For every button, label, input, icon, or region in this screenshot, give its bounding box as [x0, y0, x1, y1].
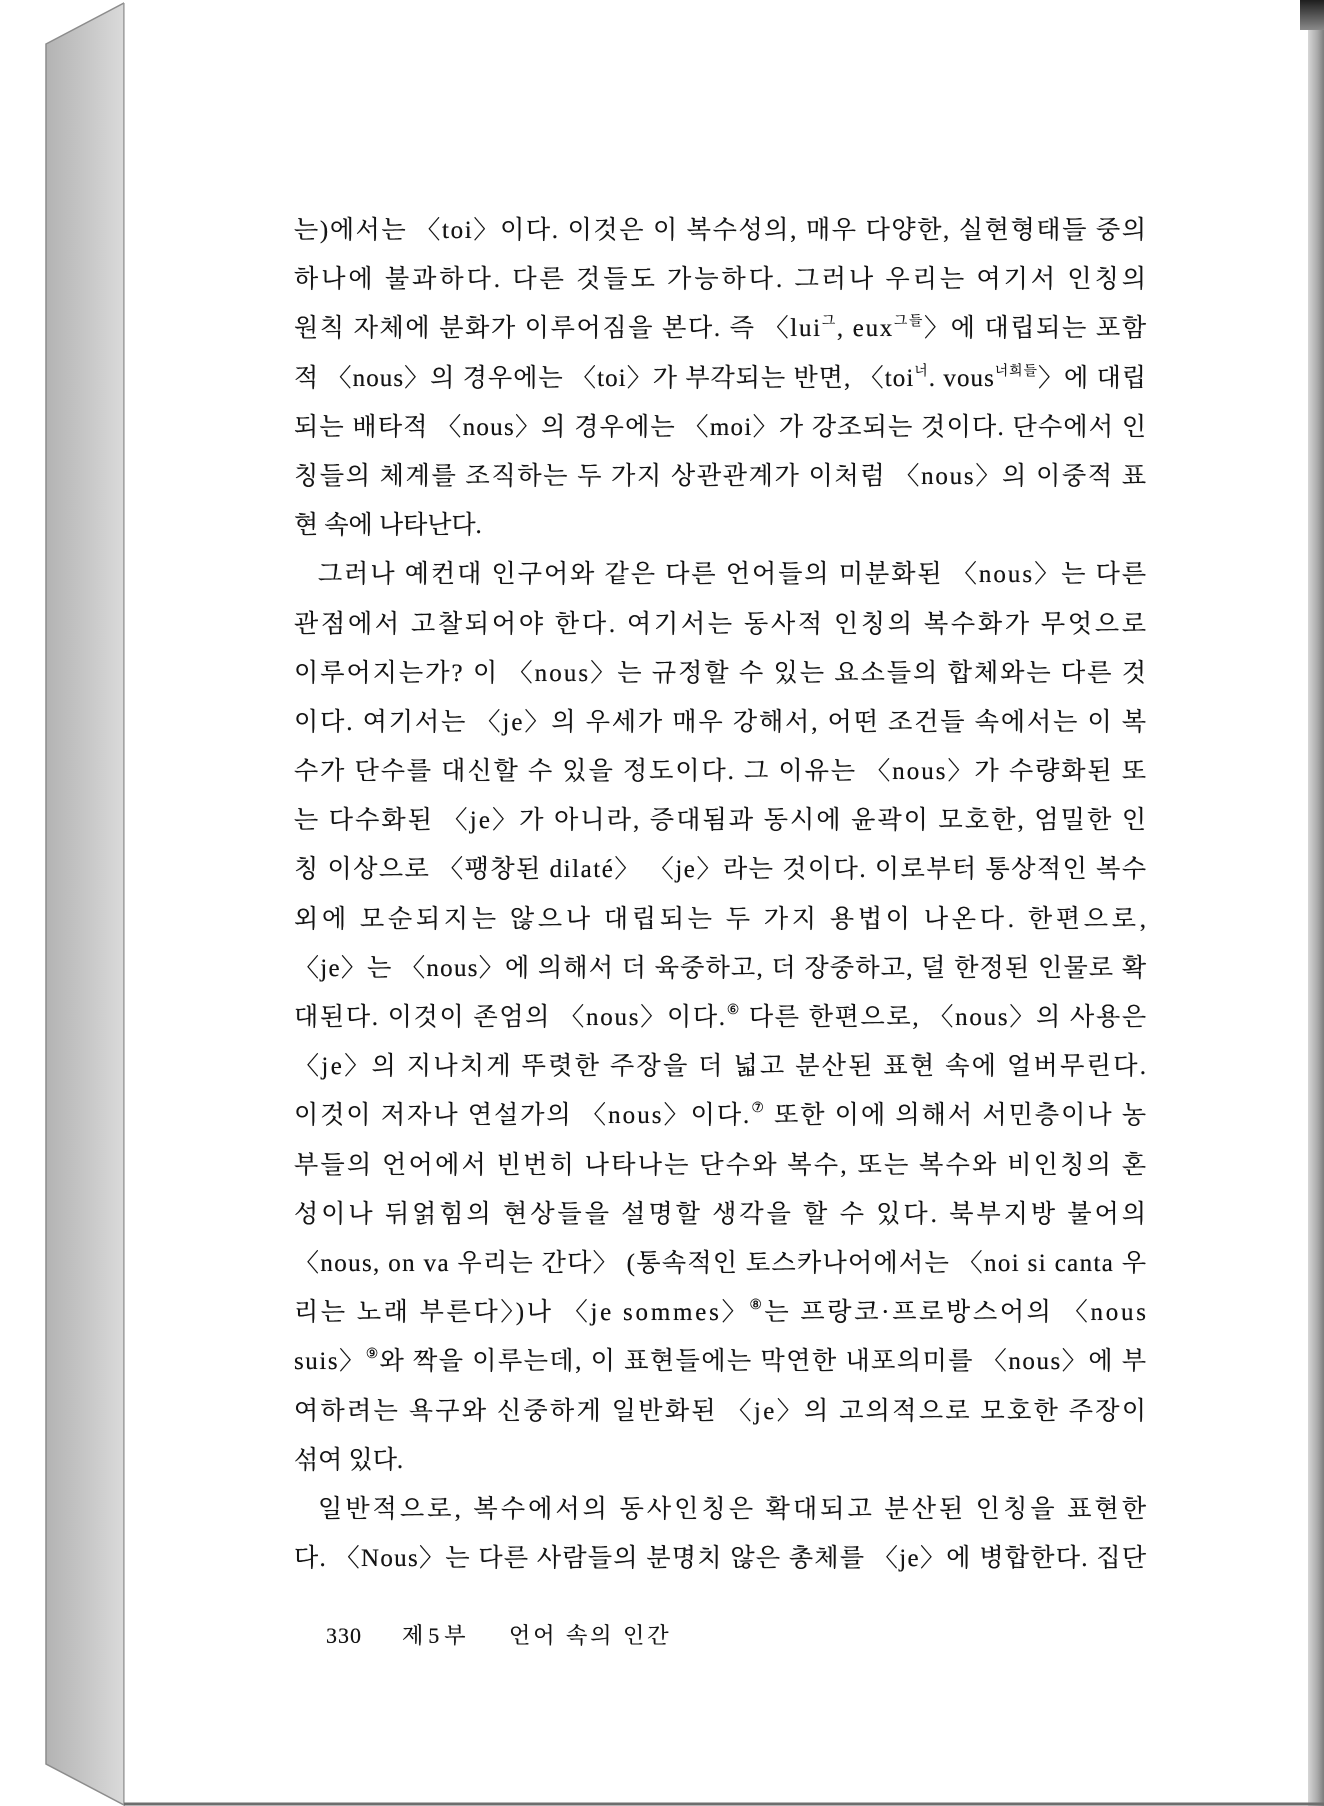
text-line — [294, 354, 1146, 403]
text-line-content — [294, 747, 1148, 796]
text-line — [294, 1288, 1149, 1337]
text-line-content — [294, 403, 1147, 452]
text-line-content — [294, 698, 1148, 747]
text-line — [294, 649, 1149, 698]
text-run: 일반적으로, 복수에서의 동사인칭은 확대되고 분산된 인칭을 표현한 — [318, 1495, 1150, 1523]
text-run: 성이나 뒤얽힘의 현상들을 설명할 생각을 할 수 있다. 북부지방 불어의 — [294, 1200, 1150, 1228]
text-line-content — [294, 649, 1148, 698]
text-run: . vous — [928, 364, 995, 392]
text-run: 다. 〈Nous〉는 다른 사람들의 분명치 않은 총체를 〈je〉에 병합한다. 집단 — [294, 1545, 1148, 1573]
text-line-content — [294, 354, 1147, 403]
text-line — [294, 1091, 1149, 1140]
text-line-content — [294, 255, 1149, 304]
text-line — [294, 1436, 1146, 1485]
text-line — [294, 600, 1149, 649]
text-line-content — [294, 796, 1148, 845]
text-line — [294, 944, 1146, 993]
text-line — [294, 1387, 1149, 1436]
text-run: 섞여 있다. — [294, 1446, 404, 1474]
text-run: 다른 한편으로, 〈nous〉의 사용은 — [740, 1004, 1148, 1031]
text-line-content — [318, 550, 1148, 599]
text-run: 이다. 여기서는 〈je〉의 우세가 매우 강해서, 어떤 조건들 속에서는 이 복 — [294, 708, 1148, 736]
part-label: 제5부 — [402, 1623, 471, 1648]
text-run: 부들의 언어에서 빈번히 나타나는 단수와 복수, 또는 복수와 비인칭의 혼 — [294, 1151, 1149, 1179]
text-run: 되는 배타적 〈nous〉의 경우에는 〈moi〉가 강조되는 것이다. 단수에서 인 — [294, 413, 1148, 441]
text-line — [294, 501, 1146, 550]
text-run: 그러나 예컨대 인구어와 같은 다른 언어들의 미분화된 〈nous〉는 다른 — [318, 561, 1149, 589]
text-line — [294, 452, 1146, 501]
text-line — [294, 304, 1146, 353]
text-line-content — [294, 452, 1148, 501]
text-line — [294, 895, 1150, 944]
part-title: 언어 속의 인간 — [509, 1623, 672, 1648]
page-corner-shadow — [1300, 0, 1324, 30]
text-run: 대된다. 이것이 존엄의 〈nous〉이다. — [294, 1004, 727, 1031]
text-run: 또한 이에 의해서 서민층이나 농 — [765, 1102, 1149, 1130]
text-run: 는 프랑코·프로방스어의 〈nous — [764, 1299, 1149, 1327]
text-line — [294, 747, 1149, 796]
text-run: 하나에 불과하다. 다른 것들도 가능하다. 그러나 우리는 여기서 인칭의 — [294, 266, 1150, 294]
text-run: 외에 모순되지는 않으나 대립되는 두 가지 용법이 나온다. 한편으로, — [294, 905, 1150, 933]
text-line-content — [294, 1288, 1149, 1337]
text-run: 원칙 자체에 분화가 이루어짐을 본다. 즉 〈lui — [294, 315, 822, 343]
text-run: 이루어지는가? 이 〈nous〉는 규정할 수 있는 요소들의 합체와는 다른 것 — [294, 659, 1149, 687]
text-run: 칭 이상으로 〈팽창된 dilaté〉 〈je〉라는 것이다. 이로부터 통상적인 복수 — [294, 856, 1148, 884]
text-line — [294, 403, 1146, 452]
text-line-content — [294, 895, 1150, 944]
text-run: 관점에서 고찰되어야 한다. 여기서는 동사적 인칭의 복수화가 무엇으로 — [294, 610, 1149, 638]
text-line-content — [294, 1436, 403, 1485]
text-run: 리는 노래 부른다〉)나 〈je sommes〉 — [294, 1299, 750, 1327]
footnote-marker: ⑨ — [365, 1346, 380, 1362]
text-line-content — [294, 1337, 1148, 1386]
text-line-content — [294, 1239, 1147, 1288]
text-line-content — [294, 206, 1148, 255]
text-run: suis〉 — [294, 1348, 366, 1376]
footnote-marker: ⑥ — [726, 1002, 741, 1017]
text-line-content — [294, 1042, 1148, 1091]
text-run: 〈je〉의 지나치게 뚜렷한 주장을 더 넓고 분산된 표현 속에 얼버무린다. — [294, 1053, 1149, 1081]
text-line — [294, 1190, 1150, 1239]
text-run: 와 짝을 이루는데, 이 표현들에는 막연한 내포의미를 〈nous〉에 부 — [379, 1348, 1148, 1376]
page-right-edge — [1308, 0, 1324, 1806]
text-line-content — [294, 1534, 1147, 1583]
text-line — [294, 1042, 1149, 1091]
body-text — [294, 206, 1150, 1583]
book-spine — [46, 3, 124, 1805]
text-run: 〈je〉는 〈nous〉에 의해서 더 육중하고, 더 장중하고, 덜 한정된 인물로 확 — [294, 954, 1148, 982]
text-run: 는 다수화된 〈je〉가 아니라, 증대됨과 동시에 윤곽이 모호한, 엄밀한 인 — [294, 807, 1149, 835]
text-run: 〉에 대립되는 포함 — [924, 315, 1148, 343]
text-run: 여하려는 욕구와 신중하게 일반화된 〈je〉의 고의적으로 모호한 주장이 — [294, 1397, 1149, 1425]
superscript-gloss: 너희들 — [994, 362, 1038, 378]
text-line — [294, 698, 1146, 747]
text-line-content — [294, 304, 1148, 353]
text-run: , eux — [836, 315, 894, 343]
text-line — [294, 1485, 1150, 1534]
page-number: 330 — [326, 1623, 362, 1648]
paragraph — [294, 550, 1150, 1485]
text-line — [294, 993, 1146, 1042]
text-line-content — [294, 501, 482, 550]
paragraph — [294, 206, 1150, 550]
text-run: 는)에서는 〈toi〉이다. 이것은 이 복수성의, 매우 다양한, 실현형태들 중의 — [294, 217, 1148, 244]
text-run: 이것이 저자나 연설가의 〈nous〉이다. — [294, 1102, 752, 1130]
text-line-content — [318, 1485, 1149, 1534]
text-line-content — [294, 944, 1147, 993]
text-line-content — [294, 1387, 1148, 1436]
paragraph — [294, 1485, 1150, 1583]
text-line — [294, 1141, 1149, 1190]
text-run: 현 속에 나타난다. — [294, 512, 482, 540]
text-line-content — [294, 1141, 1148, 1190]
text-run: 〈nous, on va 우리는 간다〉 (통속적인 토스카나어에서는 〈noi si canta 우 — [294, 1249, 1148, 1277]
text-run: 적 〈nous〉의 경우에는 〈toi〉가 부각되는 반면, 〈toi — [294, 364, 915, 392]
text-run: 〉에 대립 — [1037, 364, 1148, 392]
text-line-content — [294, 600, 1149, 649]
text-line-content — [294, 845, 1148, 894]
superscript-gloss: 그들 — [894, 313, 924, 329]
text-line — [294, 550, 1149, 599]
text-line-content — [294, 1091, 1148, 1140]
superscript-gloss: 너 — [914, 362, 929, 378]
text-line — [294, 1534, 1146, 1583]
text-line — [294, 845, 1146, 894]
text-line — [294, 1337, 1146, 1386]
text-run: 수가 단수를 대신할 수 있을 정도이다. 그 이유는 〈nous〉가 수량화된 또 — [294, 758, 1149, 786]
text-line — [294, 255, 1150, 304]
footnote-marker: ⑦ — [751, 1100, 766, 1116]
text-line-content — [294, 1190, 1149, 1239]
text-line-content — [294, 993, 1148, 1042]
text-line — [294, 796, 1149, 845]
footnote-marker: ⑧ — [749, 1297, 765, 1313]
text-run: 칭들의 체계를 조직하는 두 가지 상관관계가 이처럼 〈nous〉의 이중적 표 — [294, 462, 1148, 490]
text-line — [294, 1239, 1146, 1288]
text-line — [294, 206, 1146, 255]
superscript-gloss: 그 — [821, 313, 837, 329]
